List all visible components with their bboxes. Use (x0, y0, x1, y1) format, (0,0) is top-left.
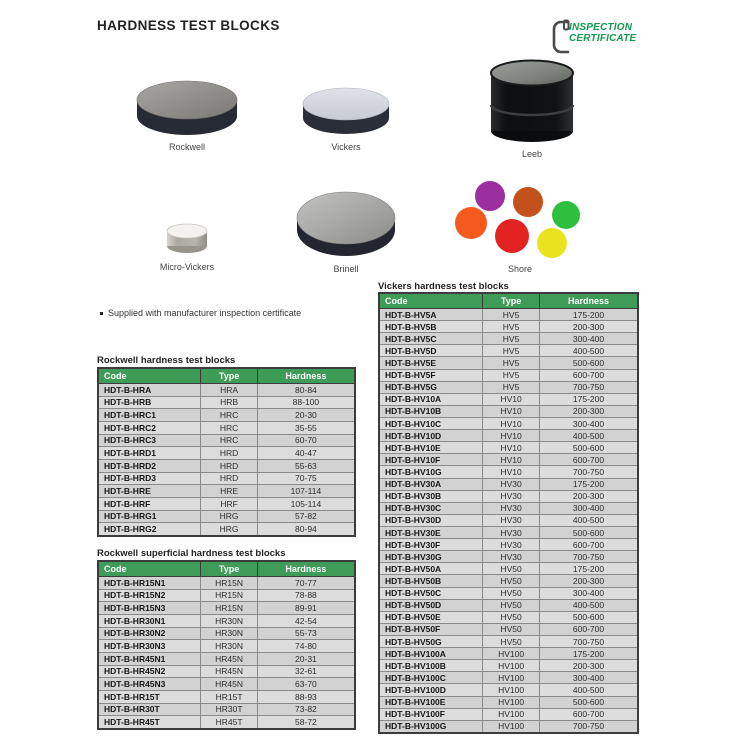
rockwell-superficial-table-title: Rockwell superficial hardness test blocks (97, 548, 286, 559)
table-row (379, 309, 638, 321)
table-row (98, 421, 355, 434)
table-cell: HDT-B-HV5G (379, 381, 483, 393)
product-micro-vickers (117, 216, 257, 272)
table-cell: HRD (201, 459, 258, 472)
table-cell: 500-600 (540, 611, 638, 623)
table-row (98, 472, 355, 485)
table-cell: 73-82 (257, 703, 355, 716)
table-cell: HR15N (201, 589, 258, 602)
table-header-row (379, 293, 638, 309)
table-cell: 89-91 (257, 602, 355, 615)
page-title: HARDNESS TEST BLOCKS (97, 18, 280, 33)
product-brinell (276, 180, 416, 274)
table-cell: 300-400 (540, 502, 638, 514)
table-row (379, 648, 638, 660)
micro-vickers-block-image (117, 216, 257, 258)
table-cell: 700-750 (540, 720, 638, 733)
table-cell: HV50 (483, 563, 540, 575)
table-cell: HDT-B-HR15T (98, 690, 201, 703)
table-cell: 78-88 (257, 589, 355, 602)
table-cell: 200-300 (540, 321, 638, 333)
table-cell: HDT-B-HV10G (379, 466, 483, 478)
table-row (379, 539, 638, 551)
table-cell: 20-30 (257, 409, 355, 422)
table-row (98, 485, 355, 498)
table-cell: 400-500 (540, 514, 638, 526)
table-cell: HV5 (483, 345, 540, 357)
table-cell: 500-600 (540, 696, 638, 708)
table-cell: 200-300 (540, 405, 638, 417)
table-cell: HV100 (483, 696, 540, 708)
table-row (98, 627, 355, 640)
table-cell: HDT-B-HR30T (98, 703, 201, 716)
badge-line1: INSPECTION (569, 22, 633, 33)
table-cell: HRC (201, 409, 258, 422)
table-cell: HDT-B-HRB (98, 396, 201, 409)
table-cell: HDT-B-HR30N1 (98, 614, 201, 627)
shore-disc (537, 228, 567, 258)
table-row (379, 405, 638, 417)
table-cell: HDT-B-HR45N3 (98, 678, 201, 691)
table-cell: 107-114 (257, 485, 355, 498)
table-row (379, 333, 638, 345)
column-header: Hardness (257, 561, 355, 577)
table-cell: HDT-B-HV30D (379, 514, 483, 526)
table-cell: 40-47 (257, 447, 355, 460)
table-cell: HV30 (483, 478, 540, 490)
table-cell: HV10 (483, 417, 540, 429)
table-cell: HDT-B-HR45T (98, 716, 201, 729)
table-row (379, 478, 638, 490)
table-cell: HR15N (201, 577, 258, 590)
table-cell: 70-75 (257, 472, 355, 485)
table-cell: 74-80 (257, 640, 355, 653)
table-cell: HDT-B-HV50G (379, 635, 483, 647)
product-rockwell (117, 72, 257, 152)
table-cell: HDT-B-HRD2 (98, 459, 201, 472)
table-cell: HDT-B-HV50D (379, 599, 483, 611)
table-cell: 20-31 (257, 652, 355, 665)
table-cell: 175-200 (540, 478, 638, 490)
table-cell: HV10 (483, 442, 540, 454)
table-cell: 175-200 (540, 648, 638, 660)
table-cell: 600-700 (540, 454, 638, 466)
column-header: Code (379, 293, 483, 309)
table-row (98, 396, 355, 409)
table-cell: HV5 (483, 309, 540, 321)
table-cell: HV100 (483, 648, 540, 660)
table-cell: 70-77 (257, 577, 355, 590)
table-row (379, 599, 638, 611)
table-cell: HV50 (483, 623, 540, 635)
table-cell: HDT-B-HR30N2 (98, 627, 201, 640)
table-row (379, 635, 638, 647)
table-cell: HV30 (483, 502, 540, 514)
table-cell: 175-200 (540, 563, 638, 575)
table-cell: HR15T (201, 690, 258, 703)
table-cell: HR45N (201, 678, 258, 691)
table-cell: HDT-B-HV5F (379, 369, 483, 381)
table-row (379, 708, 638, 720)
table-cell: HR45N (201, 652, 258, 665)
table-cell: HDT-B-HV100E (379, 696, 483, 708)
table-row (379, 490, 638, 502)
table-row (98, 447, 355, 460)
table-cell: HV50 (483, 575, 540, 587)
table-row (379, 417, 638, 429)
table-row (379, 696, 638, 708)
table-cell: 57-82 (257, 510, 355, 523)
product-label-rockwell: Rockwell (168, 142, 205, 152)
table-cell: HV5 (483, 369, 540, 381)
table-cell: HDT-B-HR15N2 (98, 589, 201, 602)
table-cell: 400-500 (540, 684, 638, 696)
table-cell: HV5 (483, 357, 540, 369)
table-cell: 200-300 (540, 575, 638, 587)
shore-disc (513, 187, 543, 217)
table-cell: HV5 (483, 321, 540, 333)
table-cell: HV30 (483, 526, 540, 538)
table-cell: HDT-B-HV100F (379, 708, 483, 720)
table-cell: HDT-B-HR15N1 (98, 577, 201, 590)
rockwell-hardness-table (97, 367, 356, 537)
table-cell: 55-73 (257, 627, 355, 640)
table-row (379, 526, 638, 538)
table-cell: HDT-B-HV5A (379, 309, 483, 321)
table-row (379, 357, 638, 369)
table-cell: 200-300 (540, 490, 638, 502)
table-cell: HDT-B-HV10F (379, 454, 483, 466)
table-cell: 300-400 (540, 672, 638, 684)
table-cell: HR30T (201, 703, 258, 716)
table-row (379, 563, 638, 575)
table-cell: HDT-B-HRC1 (98, 409, 201, 422)
product-label-micro-vickers: Micro-Vickers (159, 262, 215, 272)
table-row (98, 589, 355, 602)
table-cell: 55-63 (257, 459, 355, 472)
table-cell: HV10 (483, 430, 540, 442)
product-label-vickers: Vickers (331, 142, 361, 152)
column-header: Type (483, 293, 540, 309)
table-cell: HV100 (483, 720, 540, 733)
table-row (98, 640, 355, 653)
table-cell: HDT-B-HV30C (379, 502, 483, 514)
product-label-shore: Shore (507, 264, 533, 274)
rockwell-table-title: Rockwell hardness test blocks (97, 355, 236, 366)
table-cell: HDT-B-HV30E (379, 526, 483, 538)
table-cell: 80-94 (257, 523, 355, 536)
column-header: Code (98, 561, 201, 577)
table-cell: HV30 (483, 551, 540, 563)
table-cell: HV10 (483, 393, 540, 405)
table-cell: HV100 (483, 672, 540, 684)
table-cell: HDT-B-HV10C (379, 417, 483, 429)
table-cell: HDT-B-HV10A (379, 393, 483, 405)
table-row (379, 393, 638, 405)
table-cell: HDT-B-HV10E (379, 442, 483, 454)
column-header: Hardness (540, 293, 638, 309)
table-cell: HV10 (483, 454, 540, 466)
table-cell: HDT-B-HV100A (379, 648, 483, 660)
product-shore (450, 180, 590, 274)
table-header-row (98, 368, 355, 384)
table-row (98, 577, 355, 590)
table-cell: 175-200 (540, 309, 638, 321)
table-cell: HRF (201, 497, 258, 510)
table-row (98, 614, 355, 627)
table-cell: HRD (201, 472, 258, 485)
table-cell: 700-750 (540, 551, 638, 563)
table-cell: 88-100 (257, 396, 355, 409)
table-cell: HRG (201, 523, 258, 536)
table-cell: HV5 (483, 333, 540, 345)
table-cell: HDT-B-HRD1 (98, 447, 201, 460)
table-cell: HDT-B-HR45N2 (98, 665, 201, 678)
table-cell: HDT-B-HV100B (379, 660, 483, 672)
table-cell: HDT-B-HV100G (379, 720, 483, 733)
bullet-icon (100, 312, 103, 315)
table-cell: HDT-B-HV50C (379, 587, 483, 599)
product-vickers (276, 80, 416, 152)
table-cell: HDT-B-HRC3 (98, 434, 201, 447)
table-row (98, 690, 355, 703)
rockwell-superficial-hardness-table (97, 560, 356, 730)
table-cell: 600-700 (540, 623, 638, 635)
table-row (98, 497, 355, 510)
table-cell: 42-54 (257, 614, 355, 627)
table-cell: HDT-B-HV10B (379, 405, 483, 417)
table-cell: HDT-B-HR30N3 (98, 640, 201, 653)
table-cell: HRA (201, 384, 258, 397)
table-cell: HR45T (201, 716, 258, 729)
table-cell: 105-114 (257, 497, 355, 510)
table-row (379, 575, 638, 587)
table-cell: HV10 (483, 405, 540, 417)
table-cell: 500-600 (540, 526, 638, 538)
table-row (379, 720, 638, 733)
brinell-block-image (276, 180, 416, 260)
column-header: Hardness (257, 368, 355, 384)
table-cell: HDT-B-HRE (98, 485, 201, 498)
table-cell: HDT-B-HV30B (379, 490, 483, 502)
table-cell: HR30N (201, 627, 258, 640)
product-leeb (462, 57, 602, 159)
table-cell: 175-200 (540, 393, 638, 405)
table-cell: HV30 (483, 514, 540, 526)
table-row (98, 652, 355, 665)
shore-disc (475, 181, 505, 211)
table-row (98, 434, 355, 447)
rockwell-block-image (117, 72, 257, 138)
table-row (379, 466, 638, 478)
column-header: Code (98, 368, 201, 384)
table-cell: HV50 (483, 635, 540, 647)
table-row (379, 684, 638, 696)
table-cell: HRC (201, 434, 258, 447)
table-cell: HDT-B-HV5D (379, 345, 483, 357)
column-header: Type (201, 561, 258, 577)
inspection-certificate-badge (551, 19, 636, 55)
table-cell: 400-500 (540, 599, 638, 611)
table-header-row (98, 561, 355, 577)
table-row (379, 381, 638, 393)
table-cell: 80-84 (257, 384, 355, 397)
table-row (379, 321, 638, 333)
table-cell: 700-750 (540, 466, 638, 478)
table-cell: HDT-B-HR45N1 (98, 652, 201, 665)
table-cell: HDT-B-HV30G (379, 551, 483, 563)
table-cell: HDT-B-HV50F (379, 623, 483, 635)
table-cell: HDT-B-HRF (98, 497, 201, 510)
table-cell: HR45N (201, 665, 258, 678)
table-cell: HV100 (483, 684, 540, 696)
table-cell: HR15N (201, 602, 258, 615)
table-cell: 300-400 (540, 587, 638, 599)
table-cell: 200-300 (540, 660, 638, 672)
product-label-brinell: Brinell (333, 264, 359, 274)
table-cell: HDT-B-HRD3 (98, 472, 201, 485)
table-row (379, 502, 638, 514)
certificate-note (100, 308, 301, 318)
vickers-hardness-table (378, 292, 639, 734)
shore-disc (495, 219, 529, 253)
table-cell: 700-750 (540, 635, 638, 647)
table-cell: HV30 (483, 490, 540, 502)
table-cell: HR30N (201, 614, 258, 627)
table-row (98, 384, 355, 397)
shore-disc (455, 207, 487, 239)
table-cell: HV50 (483, 599, 540, 611)
table-cell: 32-61 (257, 665, 355, 678)
product-label-leeb: Leeb (521, 149, 543, 159)
table-row (98, 602, 355, 615)
vickers-block-image (276, 80, 416, 138)
table-row (98, 409, 355, 422)
certificate-badge-text (569, 23, 636, 44)
table-row (98, 459, 355, 472)
table-row (379, 514, 638, 526)
note-text: Supplied with manufacturer inspection certificate (108, 308, 302, 318)
table-cell: 63-70 (257, 678, 355, 691)
table-row (98, 523, 355, 536)
table-row (379, 454, 638, 466)
table-cell: HV5 (483, 381, 540, 393)
column-header: Type (201, 368, 258, 384)
table-cell: 58-72 (257, 716, 355, 729)
table-cell: HDT-B-HV50A (379, 563, 483, 575)
table-row (379, 587, 638, 599)
table-cell: 300-400 (540, 417, 638, 429)
table-cell: HDT-B-HV5B (379, 321, 483, 333)
table-row (379, 430, 638, 442)
table-cell: HDT-B-HRC2 (98, 421, 201, 434)
table-cell: HRC (201, 421, 258, 434)
table-cell: 500-600 (540, 442, 638, 454)
table-row (379, 660, 638, 672)
table-cell: HDT-B-HV5C (379, 333, 483, 345)
table-cell: HDT-B-HRG2 (98, 523, 201, 536)
table-cell: 400-500 (540, 345, 638, 357)
table-cell: HV30 (483, 539, 540, 551)
table-cell: 60-70 (257, 434, 355, 447)
table-cell: HRG (201, 510, 258, 523)
badge-line2: CERTIFICATE (569, 32, 637, 44)
table-row (98, 703, 355, 716)
table-cell: 500-600 (540, 357, 638, 369)
table-row (98, 665, 355, 678)
table-cell: HRD (201, 447, 258, 460)
table-cell: HDT-B-HV10D (379, 430, 483, 442)
table-cell: HV10 (483, 466, 540, 478)
table-row (379, 672, 638, 684)
table-cell: 300-400 (540, 333, 638, 345)
table-cell: HRE (201, 485, 258, 498)
table-cell: 88-93 (257, 690, 355, 703)
shore-discs-image (455, 180, 585, 260)
table-cell: HR30N (201, 640, 258, 653)
vickers-table-title: Vickers hardness test blocks (378, 281, 509, 292)
table-cell: HRB (201, 396, 258, 409)
table-row (98, 678, 355, 691)
table-cell: HDT-B-HV50B (379, 575, 483, 587)
table-row (98, 510, 355, 523)
table-cell: HDT-B-HV30F (379, 539, 483, 551)
table-cell: 600-700 (540, 708, 638, 720)
table-cell: HV100 (483, 708, 540, 720)
table-cell: HDT-B-HR15N3 (98, 602, 201, 615)
table-cell: 400-500 (540, 430, 638, 442)
table-row (379, 623, 638, 635)
table-cell: HDT-B-HV100D (379, 684, 483, 696)
table-cell: HDT-B-HV100C (379, 672, 483, 684)
table-cell: 35-55 (257, 421, 355, 434)
table-row (98, 716, 355, 729)
table-cell: 600-700 (540, 539, 638, 551)
table-cell: HV50 (483, 587, 540, 599)
table-cell: HDT-B-HV5E (379, 357, 483, 369)
table-cell: HV50 (483, 611, 540, 623)
table-cell: HDT-B-HV30A (379, 478, 483, 490)
table-row (379, 345, 638, 357)
table-cell: HDT-B-HV50E (379, 611, 483, 623)
table-row (379, 442, 638, 454)
table-cell: 700-750 (540, 381, 638, 393)
table-row (379, 551, 638, 563)
table-cell: HV100 (483, 660, 540, 672)
table-cell: 600-700 (540, 369, 638, 381)
shore-disc (552, 201, 580, 229)
table-row (379, 611, 638, 623)
leeb-block-image (462, 57, 602, 145)
table-cell: HDT-B-HRG1 (98, 510, 201, 523)
table-row (379, 369, 638, 381)
table-cell: HDT-B-HRA (98, 384, 201, 397)
